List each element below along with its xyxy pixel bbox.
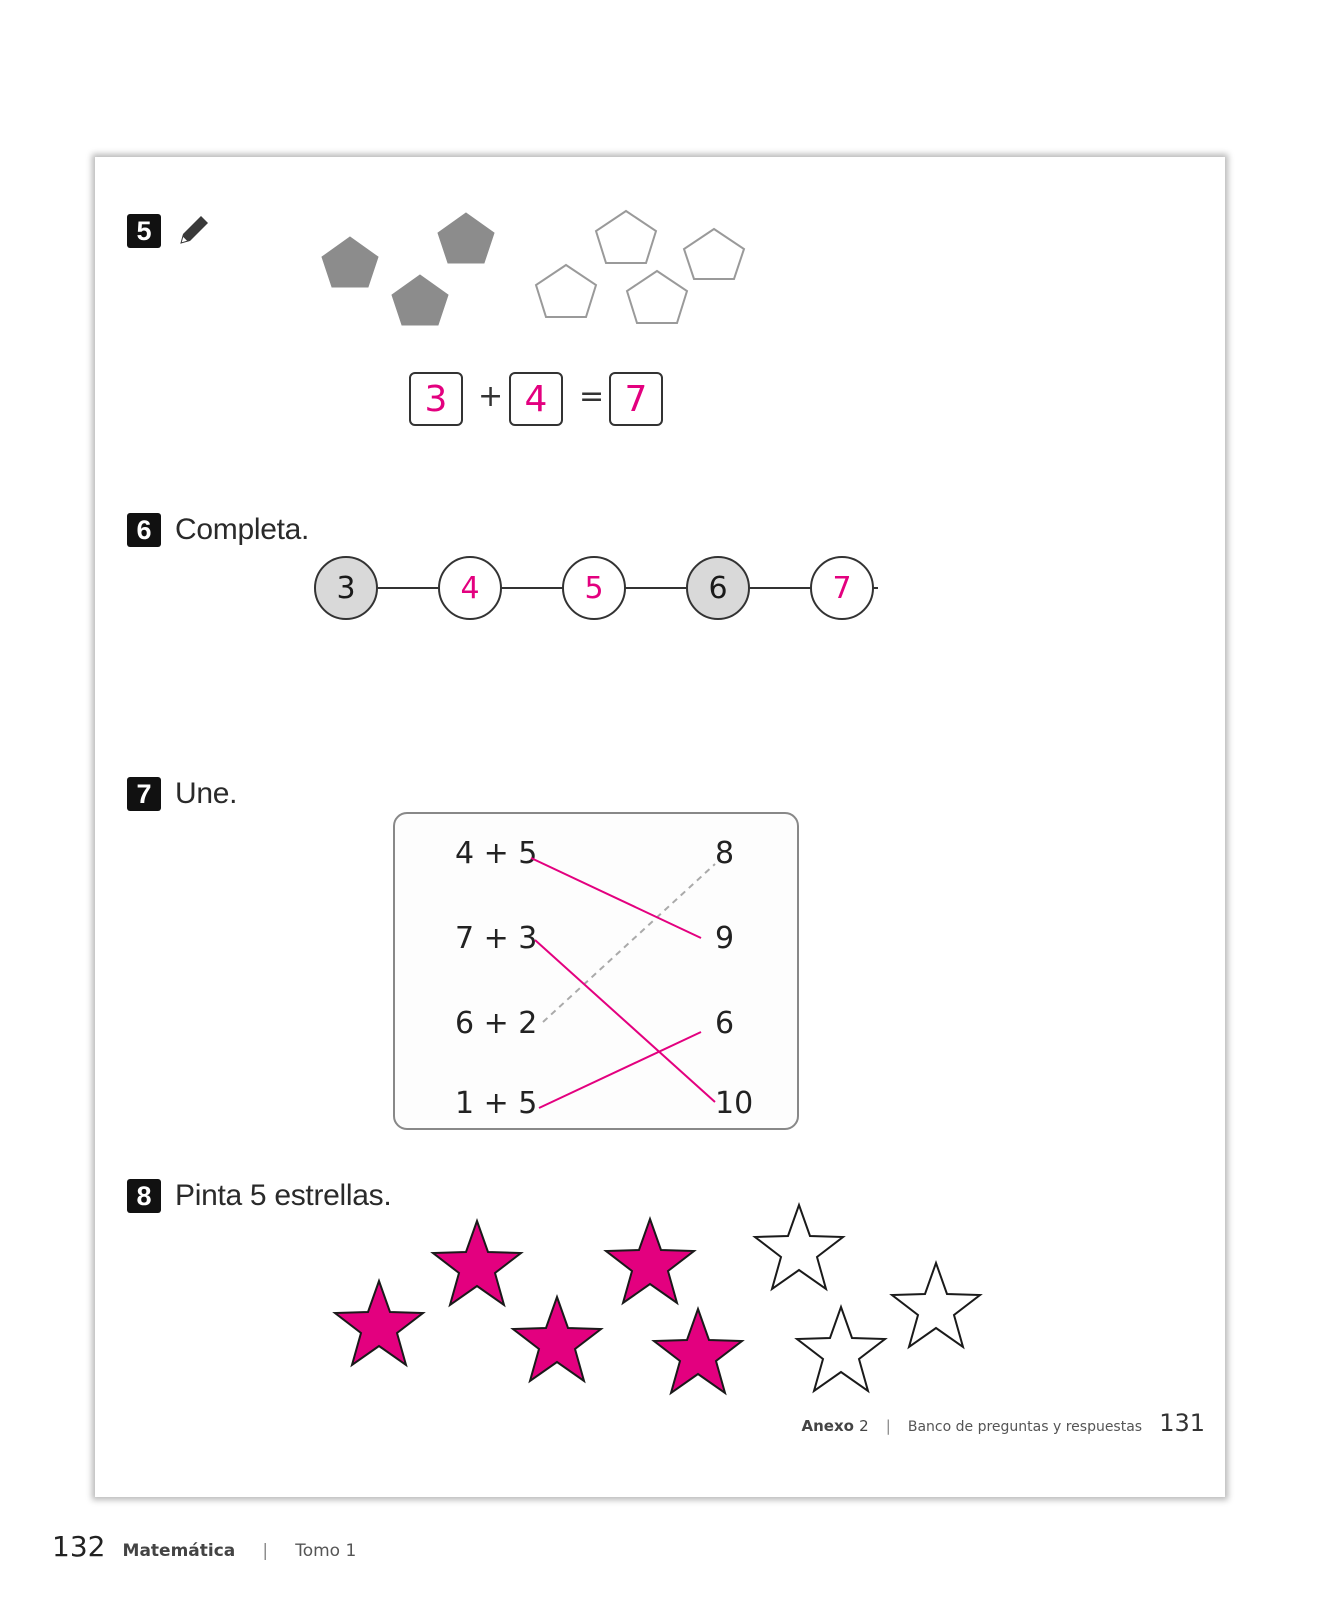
equation-equals: = [579, 379, 605, 414]
annex-number: 2 [859, 1417, 869, 1435]
filled-pentagon [392, 275, 448, 325]
sequence-circle: 6 [686, 556, 750, 620]
sequence-circle[interactable]: 4 [438, 556, 502, 620]
pentagon-group [320, 207, 780, 347]
exercise-8-instruction: Pinta 5 estrellas. [175, 1179, 392, 1212]
painted-star [433, 1221, 521, 1305]
sequence-circle[interactable]: 5 [562, 556, 626, 620]
outline-pentagons [536, 211, 744, 323]
subject-label: Matemática [122, 1541, 236, 1561]
empty-stars [755, 1205, 980, 1391]
example-match-line [543, 864, 715, 1022]
sequence-circle: 3 [314, 556, 378, 620]
exercise-5-number: 5 [127, 214, 161, 248]
match-right-item[interactable]: 8 [715, 836, 735, 871]
pencil-icon [173, 209, 213, 249]
equation-plus: + [478, 379, 504, 414]
painted-star [513, 1297, 601, 1381]
outline-pentagon [596, 211, 656, 263]
volume-label: Tomo 1 [295, 1541, 357, 1561]
annex-label: Anexo [801, 1417, 854, 1435]
match-left-item[interactable]: 1 + 5 [455, 1086, 538, 1121]
page-number: 132 [52, 1530, 106, 1563]
painted-star [335, 1281, 423, 1365]
exercise-6-instruction: Completa. [175, 513, 310, 546]
sequence-circle[interactable]: 7 [810, 556, 874, 620]
painted-star [606, 1219, 694, 1303]
equation-addend-b[interactable]: 4 [509, 372, 563, 426]
match-line [539, 1032, 701, 1108]
match-right-item[interactable]: 6 [715, 1006, 735, 1041]
match-right-item[interactable]: 10 [715, 1086, 754, 1121]
exercise-7-number: 7 [127, 777, 161, 811]
matching-box [393, 812, 799, 1130]
match-line [535, 940, 715, 1102]
outline-pentagon [627, 271, 687, 323]
stars-group [325, 1177, 1025, 1397]
painted-star [654, 1309, 742, 1393]
bottom-separator: | [262, 1541, 269, 1561]
equation-addend-a[interactable]: 3 [409, 372, 463, 426]
match-right-item[interactable]: 9 [715, 921, 735, 956]
match-left-item[interactable]: 6 + 2 [455, 1006, 538, 1041]
empty-star [797, 1307, 885, 1391]
match-line [531, 858, 701, 938]
worksheet-page [95, 157, 1225, 1497]
outline-pentagon [684, 229, 744, 279]
matching-lines [393, 812, 799, 1130]
outline-pentagon [536, 265, 596, 317]
exercise-8-number: 8 [127, 1179, 161, 1213]
equation-result[interactable]: 7 [609, 372, 663, 426]
filled-pentagons [322, 213, 494, 325]
painted-stars [335, 1219, 742, 1393]
empty-star [892, 1263, 980, 1347]
inner-footer [765, 1409, 1205, 1437]
filled-pentagon [322, 237, 378, 287]
exercise-6-number: 6 [127, 513, 161, 547]
footer-separator: | [885, 1417, 891, 1435]
match-left-item[interactable]: 4 + 5 [455, 836, 538, 871]
inner-page-number: 131 [1159, 1409, 1205, 1437]
match-left-item[interactable]: 7 + 3 [455, 921, 538, 956]
exercise-7-instruction: Une. [175, 777, 238, 810]
outer-footer [52, 1530, 356, 1563]
empty-star [755, 1205, 843, 1289]
footer-section: Banco de preguntas y respuestas [907, 1419, 1143, 1435]
filled-pentagon [438, 213, 494, 263]
